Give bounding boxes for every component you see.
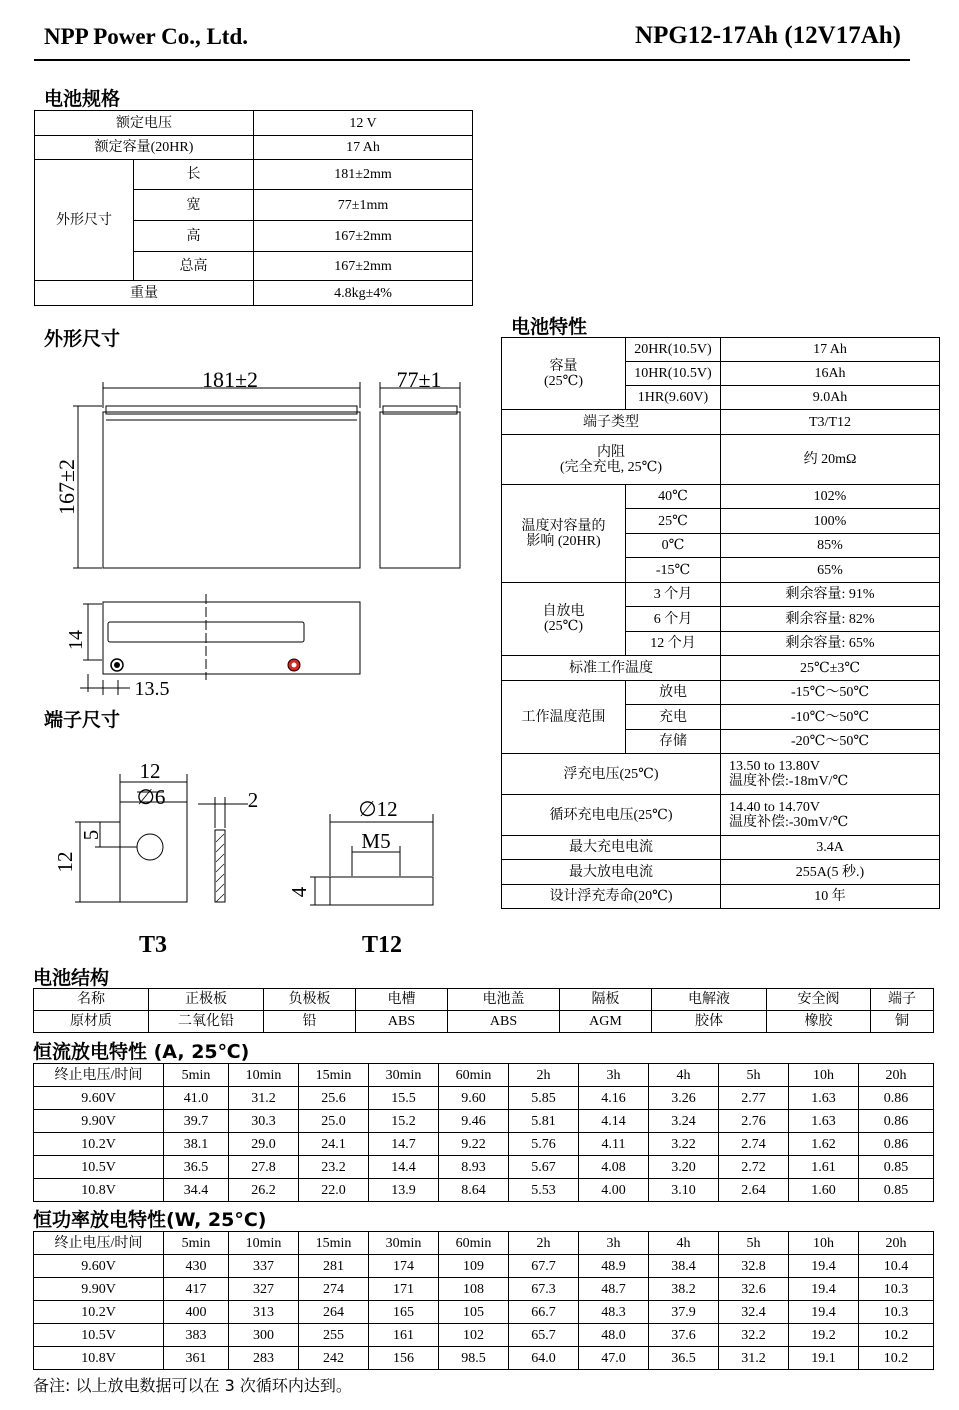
current-cell: 15.2 <box>369 1110 439 1133</box>
power-cell: 36.5 <box>649 1347 719 1370</box>
t3-label: T3 <box>138 932 168 958</box>
char-table: 容量 (25℃) 20HR(10.5V) 17 Ah 10HR(10.5V) 16Ah 1HR(9.60V) 9.0Ah 端子类型 T3/T12 内阻 (完全充电, 25℃) 约 20mΩ 温度对容量的 影响 (20HR) 40℃ 102% 25℃ 100% 0℃ 85% -15℃ 65% 自放电 (25℃) 3 个月 剩余容量: 91% 6 个月 剩余容量: 82% 12 个月 剩余容量: 65% 标准工作温度 25℃±3℃ 工作温度范围 放电 -15℃～50℃ 充电 -10℃～50℃ 存储 -20℃～50℃ 浮充电压(25℃) 13.50 to 13.80V 温度补偿:-18mV/℃ 循环充电电压(25℃) 14.40 to 14.70V 温度补偿:-30mV/℃ 最大充电电流 3.4A 最大放电电流 255A(5 秒.) 设计浮充寿命(20℃) 10 年 <box>501 337 940 909</box>
current-cell: 5.81 <box>509 1110 579 1133</box>
current-cell: 9.22 <box>439 1133 509 1156</box>
spec-table: 额定电压 12 V 额定容量(20HR) 17 Ah 外形尺寸 长 181±2mm 宽 77±1mm 高 167±2mm 总高 167±2mm 重量 4.8kg±4% <box>34 110 473 306</box>
power-cell: 37.6 <box>649 1324 719 1347</box>
current-cell: 29.0 <box>229 1133 299 1156</box>
battery-dimension-drawing <box>40 350 480 710</box>
current-cell: 2.76 <box>719 1110 789 1133</box>
power-cell: 102 <box>439 1324 509 1347</box>
power-cell: 300 <box>229 1324 299 1347</box>
power-cell: 64.0 <box>509 1347 579 1370</box>
power-cell: 161 <box>369 1324 439 1347</box>
power-cell: 37.9 <box>649 1301 719 1324</box>
power-cell: 9.60V <box>34 1255 164 1278</box>
power-cell: 10.4 <box>859 1255 934 1278</box>
current-cell: 0.85 <box>859 1156 934 1179</box>
power-cell: 10.5V <box>34 1324 164 1347</box>
t12-m5-label: M5 <box>361 829 391 853</box>
power-cell: 400 <box>164 1301 229 1324</box>
table-row <box>34 1278 934 1301</box>
current-header-cell: 60min <box>439 1064 509 1087</box>
current-cell: 24.1 <box>299 1133 369 1156</box>
structure-material-cell: ABS <box>448 1011 560 1033</box>
current-cell: 2.64 <box>719 1179 789 1202</box>
current-cell: 2.72 <box>719 1156 789 1179</box>
dim-13-5-label: 13.5 <box>134 678 170 700</box>
current-cell: 3.22 <box>649 1133 719 1156</box>
current-cell: 0.86 <box>859 1110 934 1133</box>
current-cell: 0.85 <box>859 1179 934 1202</box>
t3-width-label: 12 <box>139 759 161 783</box>
current-cell: 4.11 <box>579 1133 649 1156</box>
power-cell: 31.2 <box>719 1347 789 1370</box>
structure-material-cell: 二氧化铅 <box>149 1011 264 1033</box>
structure-name-cell: 安全阀 <box>767 989 871 1011</box>
power-cell: 98.5 <box>439 1347 509 1370</box>
power-cell: 38.4 <box>649 1255 719 1278</box>
current-cell: 3.10 <box>649 1179 719 1202</box>
current-cell: 1.62 <box>789 1133 859 1156</box>
company-name: NPP Power Co., Ltd. <box>44 24 249 49</box>
power-cell: 48.0 <box>579 1324 649 1347</box>
current-header-cell: 4h <box>649 1064 719 1087</box>
structure-name-cell: 电槽 <box>356 989 448 1011</box>
structure-material-cell: 原材质 <box>34 1011 149 1033</box>
power-cell: 10.2 <box>859 1324 934 1347</box>
power-header-row <box>34 1232 934 1255</box>
power-cell: 242 <box>299 1347 369 1370</box>
t12-height-label: 4 <box>287 886 311 898</box>
power-cell: 32.6 <box>719 1278 789 1301</box>
power-cell: 156 <box>369 1347 439 1370</box>
structure-material-cell: 胶体 <box>652 1011 767 1033</box>
power-cell: 19.1 <box>789 1347 859 1370</box>
current-cell: 3.20 <box>649 1156 719 1179</box>
current-table <box>33 1063 934 1202</box>
current-cell: 2.77 <box>719 1087 789 1110</box>
current-cell: 3.24 <box>649 1110 719 1133</box>
power-cell: 65.7 <box>509 1324 579 1347</box>
char-title: 电池特性 <box>511 316 588 338</box>
current-cell: 10.8V <box>34 1179 164 1202</box>
table-row <box>34 1133 934 1156</box>
power-header-cell: 5h <box>719 1232 789 1255</box>
power-table <box>33 1231 934 1370</box>
structure-material-cell: 橡胶 <box>767 1011 871 1033</box>
power-header-cell: 3h <box>579 1232 649 1255</box>
table-row <box>34 1156 934 1179</box>
power-cell: 10.2 <box>859 1347 934 1370</box>
power-cell: 19.4 <box>789 1301 859 1324</box>
model-title: NPG12-17Ah (12V17Ah) <box>635 22 901 49</box>
structure-name-cell: 负极板 <box>264 989 356 1011</box>
current-cell: 8.64 <box>439 1179 509 1202</box>
current-header-cell: 3h <box>579 1064 649 1087</box>
current-cell: 34.4 <box>164 1179 229 1202</box>
current-cell: 2.74 <box>719 1133 789 1156</box>
current-cell: 30.3 <box>229 1110 299 1133</box>
power-cell: 19.4 <box>789 1278 859 1301</box>
t3-hole-label: ∅6 <box>136 785 166 809</box>
current-header-cell: 终止电压/时间 <box>34 1064 164 1087</box>
structure-name-cell: 电解液 <box>652 989 767 1011</box>
current-cell: 1.61 <box>789 1156 859 1179</box>
current-cell: 4.08 <box>579 1156 649 1179</box>
current-cell: 9.60 <box>439 1087 509 1110</box>
power-title: 恒功率放电特性(W, 25°C) <box>33 1209 267 1231</box>
current-header-cell: 10h <box>789 1064 859 1087</box>
current-cell: 25.6 <box>299 1087 369 1110</box>
structure-material-cell: 铜 <box>871 1011 934 1033</box>
t3-thickness-label: 2 <box>247 788 259 812</box>
power-header-cell: 10min <box>229 1232 299 1255</box>
power-cell: 108 <box>439 1278 509 1301</box>
current-cell: 27.8 <box>229 1156 299 1179</box>
current-title: 恒流放电特性 (A, 25℃) <box>33 1041 250 1063</box>
power-cell: 281 <box>299 1255 369 1278</box>
power-cell: 417 <box>164 1278 229 1301</box>
dim-width-label: 77±1 <box>396 367 442 392</box>
terminal-title: 端子尺寸 <box>44 709 121 731</box>
current-cell: 9.90V <box>34 1110 164 1133</box>
table-row <box>34 1255 934 1278</box>
structure-name-cell: 隔板 <box>560 989 652 1011</box>
current-cell: 13.9 <box>369 1179 439 1202</box>
current-cell: 14.4 <box>369 1156 439 1179</box>
power-header-cell: 4h <box>649 1232 719 1255</box>
power-cell: 32.8 <box>719 1255 789 1278</box>
power-cell: 48.9 <box>579 1255 649 1278</box>
dim-14-label: 14 <box>65 630 87 650</box>
header-rule <box>34 59 910 61</box>
power-cell: 9.90V <box>34 1278 164 1301</box>
power-cell: 313 <box>229 1301 299 1324</box>
power-cell: 10.3 <box>859 1278 934 1301</box>
current-cell: 0.86 <box>859 1133 934 1156</box>
current-cell: 0.86 <box>859 1087 934 1110</box>
current-cell: 14.7 <box>369 1133 439 1156</box>
current-header-cell: 5h <box>719 1064 789 1087</box>
t3-5-label: 5 <box>79 829 103 841</box>
structure-name-cell: 正极板 <box>149 989 264 1011</box>
power-cell: 361 <box>164 1347 229 1370</box>
power-cell: 10.2V <box>34 1301 164 1324</box>
power-cell: 32.2 <box>719 1324 789 1347</box>
power-cell: 48.7 <box>579 1278 649 1301</box>
power-cell: 32.4 <box>719 1301 789 1324</box>
footnote: 备注: 以上放电数据可以在 3 次循环内达到。 <box>33 1376 352 1395</box>
current-cell: 25.0 <box>299 1110 369 1133</box>
power-header-cell: 5min <box>164 1232 229 1255</box>
current-header-cell: 30min <box>369 1064 439 1087</box>
power-cell: 264 <box>299 1301 369 1324</box>
current-cell: 23.2 <box>299 1156 369 1179</box>
power-cell: 171 <box>369 1278 439 1301</box>
current-cell: 36.5 <box>164 1156 229 1179</box>
power-header-cell: 15min <box>299 1232 369 1255</box>
current-header-cell: 5min <box>164 1064 229 1087</box>
current-cell: 26.2 <box>229 1179 299 1202</box>
current-header-cell: 20h <box>859 1064 934 1087</box>
spec-title: 电池规格 <box>44 88 121 110</box>
current-cell: 38.1 <box>164 1133 229 1156</box>
current-header-cell: 15min <box>299 1064 369 1087</box>
current-cell: 5.85 <box>509 1087 579 1110</box>
current-cell: 5.67 <box>509 1156 579 1179</box>
power-cell: 19.2 <box>789 1324 859 1347</box>
power-header-cell: 60min <box>439 1232 509 1255</box>
table-row <box>34 1110 934 1133</box>
power-cell: 19.4 <box>789 1255 859 1278</box>
power-cell: 48.3 <box>579 1301 649 1324</box>
power-header-cell: 终止电压/时间 <box>34 1232 164 1255</box>
power-cell: 105 <box>439 1301 509 1324</box>
t3-height-label: 12 <box>53 851 77 873</box>
table-row <box>34 1301 934 1324</box>
current-cell: 41.0 <box>164 1087 229 1110</box>
current-cell: 4.16 <box>579 1087 649 1110</box>
power-cell: 67.3 <box>509 1278 579 1301</box>
current-cell: 10.2V <box>34 1133 164 1156</box>
current-cell: 15.5 <box>369 1087 439 1110</box>
power-cell: 10.3 <box>859 1301 934 1324</box>
structure-material-cell: AGM <box>560 1011 652 1033</box>
current-cell: 5.53 <box>509 1179 579 1202</box>
current-header-row <box>34 1064 934 1087</box>
current-cell: 31.2 <box>229 1087 299 1110</box>
structure-table <box>33 988 934 1033</box>
power-cell: 274 <box>299 1278 369 1301</box>
power-cell: 174 <box>369 1255 439 1278</box>
current-cell: 10.5V <box>34 1156 164 1179</box>
dim-length-label: 181±2 <box>201 367 259 392</box>
power-cell: 255 <box>299 1324 369 1347</box>
t12-label: T12 <box>361 932 403 958</box>
power-cell: 383 <box>164 1324 229 1347</box>
structure-title: 电池结构 <box>33 967 110 989</box>
power-cell: 66.7 <box>509 1301 579 1324</box>
current-header-cell: 10min <box>229 1064 299 1087</box>
power-cell: 165 <box>369 1301 439 1324</box>
current-cell: 5.76 <box>509 1133 579 1156</box>
power-header-cell: 2h <box>509 1232 579 1255</box>
structure-name-cell: 名称 <box>34 989 149 1011</box>
current-cell: 4.14 <box>579 1110 649 1133</box>
current-cell: 9.46 <box>439 1110 509 1133</box>
power-cell: 430 <box>164 1255 229 1278</box>
current-cell: 22.0 <box>299 1179 369 1202</box>
structure-name-cell: 端子 <box>871 989 934 1011</box>
structure-name-cell: 电池盖 <box>448 989 560 1011</box>
current-header-cell: 2h <box>509 1064 579 1087</box>
current-cell: 9.60V <box>34 1087 164 1110</box>
power-cell: 337 <box>229 1255 299 1278</box>
t12-dia-label: ∅12 <box>358 797 398 821</box>
dimensions-title: 外形尺寸 <box>44 328 121 350</box>
table-row <box>34 1179 934 1202</box>
structure-material-cell: 铅 <box>264 1011 356 1033</box>
current-cell: 1.60 <box>789 1179 859 1202</box>
power-cell: 327 <box>229 1278 299 1301</box>
power-cell: 67.7 <box>509 1255 579 1278</box>
dim-height-label: 167±2 <box>54 458 79 516</box>
power-header-cell: 10h <box>789 1232 859 1255</box>
table-row <box>34 1324 934 1347</box>
current-cell: 4.00 <box>579 1179 649 1202</box>
current-cell: 8.93 <box>439 1156 509 1179</box>
power-cell: 109 <box>439 1255 509 1278</box>
current-cell: 39.7 <box>164 1110 229 1133</box>
structure-material-cell: ABS <box>356 1011 448 1033</box>
current-cell: 1.63 <box>789 1110 859 1133</box>
power-cell: 283 <box>229 1347 299 1370</box>
terminal-drawing <box>40 752 440 962</box>
power-cell: 38.2 <box>649 1278 719 1301</box>
current-cell: 1.63 <box>789 1087 859 1110</box>
power-cell: 10.8V <box>34 1347 164 1370</box>
power-header-cell: 20h <box>859 1232 934 1255</box>
table-row <box>34 1347 934 1370</box>
table-row <box>34 1087 934 1110</box>
power-header-cell: 30min <box>369 1232 439 1255</box>
power-cell: 47.0 <box>579 1347 649 1370</box>
current-cell: 3.26 <box>649 1087 719 1110</box>
